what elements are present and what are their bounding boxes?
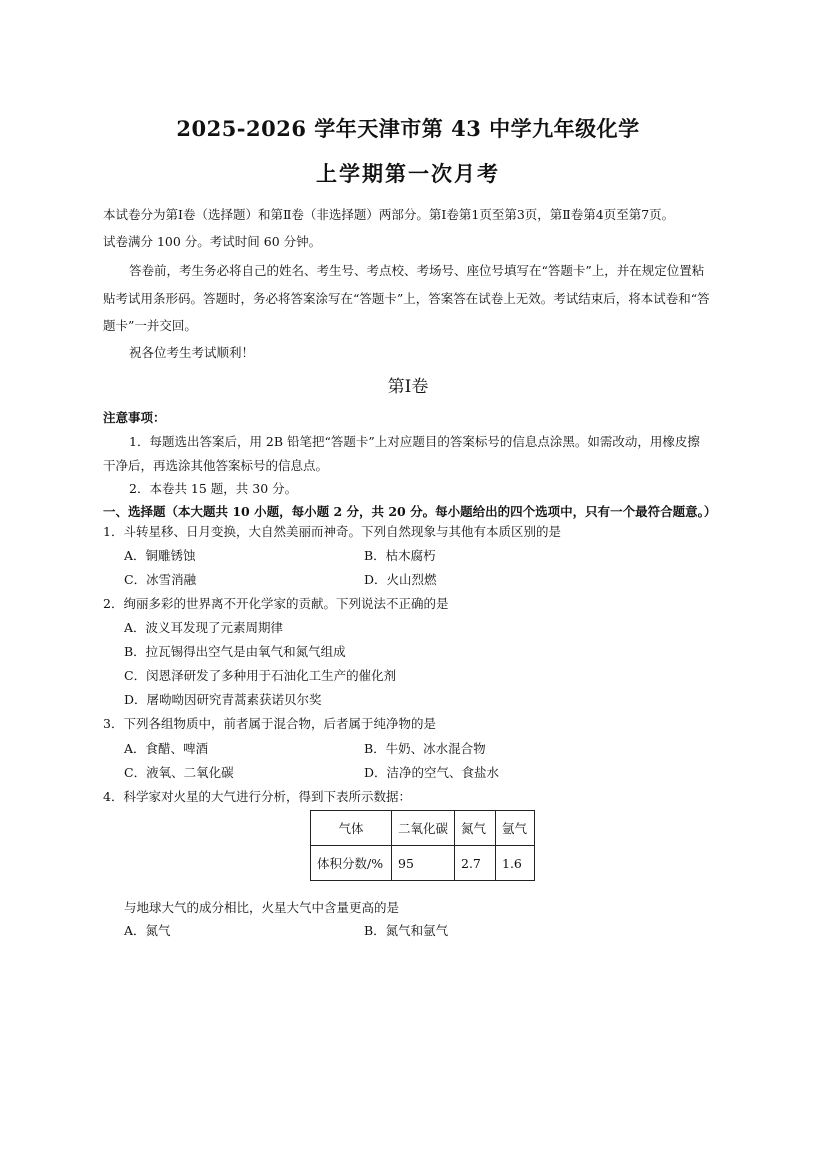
mars-atmosphere-table [310,810,535,881]
notes-item: 1．每题选出答案后，用 2B 铅笔把“答题卡”上对应题目的答案标号的信息点涂黑。如需改动，用橡皮擦 [129,434,700,449]
option-d: D．洁净的空气、食盐水 [364,765,500,780]
intro-line: 贴考试用条形码。答题时，务必将答案涂写在“答题卡”上，答案答在试卷上无效。考试结束后，将本试卷和“答 [103,291,710,306]
option-a: A．食醋、啤酒 [124,741,209,756]
exam-subtitle: 上学期第一次月考 [316,161,500,186]
option-c: C．液氧、二氧化碳 [124,765,234,780]
option-a: A．氮气 [124,923,171,938]
table-cell: 1.6 [496,846,535,881]
option-c: C．冰雪消融 [124,572,197,587]
option-d: D．屠呦呦因研究青蒿素获诺贝尔奖 [124,692,322,707]
option-b: B．牛奶、冰水混合物 [364,741,486,756]
intro-line: 题卡”一并交回。 [103,318,197,333]
option-b: B．氮气和氩气 [364,923,449,938]
option-a: A．铜雕锈蚀 [124,548,196,563]
good-luck-line: 祝各位考生考试顺利！ [129,345,255,360]
intro-line: 本试卷分为第Ⅰ卷（选择题）和第Ⅱ卷（非选择题）两部分。第Ⅰ卷第1页至第3页，第Ⅱ卷第4页至第7页。 [103,207,675,222]
intro-line: 试卷满分 100 分。考试时间 60 分钟。 [103,234,322,249]
option-b: B．拉瓦锡得出空气是由氧气和氮气组成 [124,644,346,659]
table-header-row [311,811,535,846]
exam-title: 2025-2026 学年天津市第 43 中学九年级化学 [176,116,640,141]
table-cell: 2.7 [455,846,496,881]
option-d: D．火山烈燃 [364,572,437,587]
part-heading: 一、选择题（本大题共 10 小题，每小题 2 分，共 20 分。每小题给出的四个选项中，只有一个最符合题意。） [103,504,717,519]
table-cell: 95 [392,846,455,881]
question-stem: 3．下列各组物质中，前者属于混合物，后者属于纯净物的是 [103,716,436,731]
table-cell: 二氧化碳 [392,811,455,846]
question-stem: 2．绚丽多彩的世界离不开化学家的贡献。下列说法不正确的是 [103,596,449,611]
option-c: C．闵恩泽研发了多种用于石油化工生产的催化剂 [124,668,397,683]
question-stem: 1．斗转星移、日月变换，大自然美丽而神奇。下列自然现象与其他有本质区别的是 [103,524,561,539]
option-a: A．波义耳发现了元素周期律 [124,620,284,635]
table-cell: 氩气 [496,811,535,846]
table-cell: 体积分数/% [311,846,392,881]
notes-item: 2．本卷共 15 题，共 30 分。 [129,481,298,496]
question-stem: 4．科学家对火星的大气进行分析，得到下表所示数据： [103,789,411,804]
table-cell: 氮气 [455,811,496,846]
option-b: B．枯木腐朽 [364,548,436,563]
notes-heading: 注意事项： [103,410,166,425]
section-title: 第Ⅰ卷 [387,377,429,397]
intro-line: 答卷前，考生务必将自己的姓名、考生号、考点校、考场号、座位号填写在“答题卡”上，并在规定位置粘 [129,263,705,278]
question-followup: 与地球大气的成分相比，火星大气中含量更高的是 [124,900,400,915]
notes-item: 干净后，再选涂其他答案标号的信息点。 [103,458,329,473]
table-row [311,846,535,881]
table-cell: 气体 [311,811,392,846]
